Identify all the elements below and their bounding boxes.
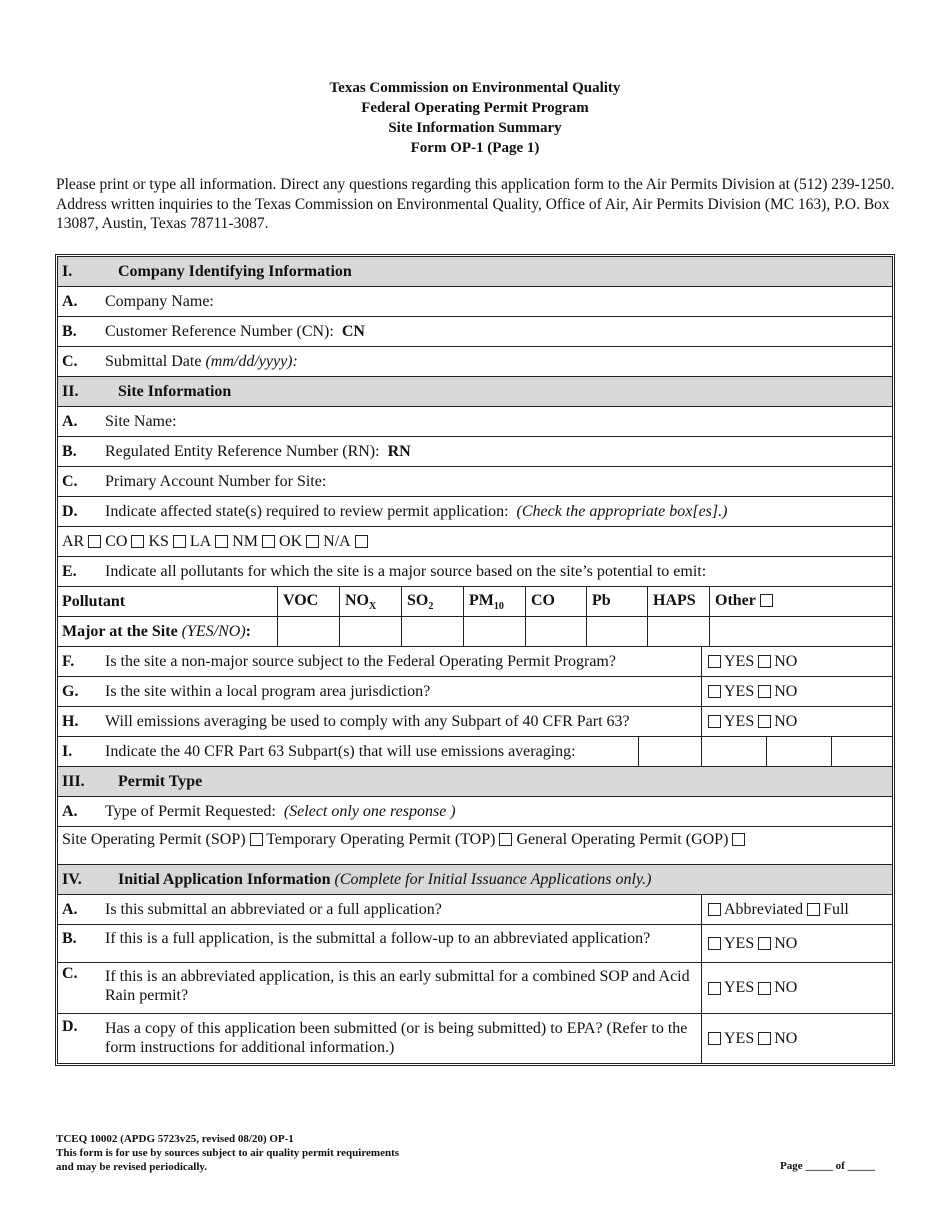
yes-checkbox[interactable] <box>708 937 721 950</box>
site-name-row[interactable] <box>58 407 892 437</box>
regulated-entity-row[interactable] <box>58 437 892 467</box>
site-name-label: Site Name: <box>105 412 177 430</box>
voc-header: VOC <box>277 587 339 616</box>
major-at-site-row <box>58 617 892 647</box>
yes-no-options: YES NO <box>701 677 892 706</box>
state-label: OK <box>279 532 303 550</box>
yes-checkbox[interactable] <box>708 982 721 995</box>
row-letter: C. <box>62 352 78 370</box>
no-checkbox[interactable] <box>758 655 771 668</box>
form-page-label: Form OP-1 (Page 1) <box>410 140 540 156</box>
abbreviated-checkbox[interactable] <box>708 903 721 916</box>
pollutants-row <box>58 557 892 587</box>
permit-type-row <box>58 797 892 827</box>
yes-checkbox[interactable] <box>708 1032 721 1045</box>
state-label: AR <box>62 532 85 550</box>
form-id: TCEQ 10002 (APDG 5723v25, revised 08/20) OP-1 <box>56 1133 294 1145</box>
state-checkbox-na[interactable] <box>355 535 368 548</box>
form-footer <box>56 1132 399 1174</box>
company-name-row[interactable] <box>58 287 892 317</box>
yes-checkbox[interactable] <box>708 655 721 668</box>
yes-no-options: YES NO <box>701 925 892 962</box>
state-label: CO <box>105 532 128 550</box>
row-letter: D. <box>62 502 78 520</box>
states-checkbox-row <box>58 527 892 557</box>
footer-note: and may be revised periodically. <box>56 1161 208 1173</box>
local-program-row <box>58 677 892 707</box>
company-name-label: Company Name: <box>105 292 214 310</box>
row-letter: A. <box>62 802 78 820</box>
subparts-label: Indicate the 40 CFR Part 63 Subpart(s) that will use emissions averaging: <box>105 742 576 760</box>
yes-no-options: YES NO <box>701 647 892 676</box>
affected-states-label: Indicate affected state(s) required to review permit application: (Check the appropriate box[es].) <box>105 502 728 520</box>
form-header <box>0 78 950 158</box>
non-major-row <box>58 647 892 677</box>
section-title: Permit Type <box>118 772 203 790</box>
customer-reference-label: Customer Reference Number (CN): CN <box>105 322 365 340</box>
section-title: Initial Application Information (Complete for Initial Issuance Applications only.) <box>118 870 652 888</box>
state-checkboxes <box>62 533 368 551</box>
other-checkbox[interactable] <box>760 594 773 607</box>
so2-header: $SO_2$ <box>401 587 463 616</box>
state-checkbox-la[interactable] <box>215 535 228 548</box>
section-title: Company Identifying Information <box>118 262 352 280</box>
state-checkbox-ok[interactable] <box>306 535 319 548</box>
voc-cell[interactable] <box>277 617 340 646</box>
other-cell[interactable] <box>709 617 892 646</box>
row-letter: E. <box>62 562 77 580</box>
row-letter: F. <box>62 652 75 670</box>
pb-header: Pb <box>586 587 647 616</box>
row-letter: C. <box>62 472 78 490</box>
section-3-header <box>58 767 892 797</box>
row-letter: A. <box>62 900 78 918</box>
state-checkbox-ar[interactable] <box>88 535 101 548</box>
agency-name: Texas Commission on Environmental Quality <box>329 80 621 96</box>
abbreviated-full-options: Abbreviated Full <box>701 895 892 924</box>
no-checkbox[interactable] <box>758 982 771 995</box>
section-number: I. <box>62 262 73 280</box>
subpart-cell[interactable] <box>638 737 702 766</box>
row-letter: A. <box>62 292 78 310</box>
top-checkbox[interactable] <box>499 833 512 846</box>
footer-note: This form is for use by sources subject to air quality permit requirements <box>56 1147 400 1159</box>
local-program-label: Is the site within a local program area jurisdiction? <box>105 682 431 700</box>
sop-checkbox[interactable] <box>250 833 263 846</box>
co-header: CO <box>525 587 586 616</box>
gop-checkbox[interactable] <box>732 833 745 846</box>
row-letter: D. <box>62 1018 78 1035</box>
sop-label: Site Operating Permit (SOP) <box>62 831 246 848</box>
epa-copy-row <box>58 1014 892 1063</box>
pollutant-header-row <box>58 587 892 617</box>
nox-cell[interactable] <box>339 617 402 646</box>
state-checkbox-co[interactable] <box>131 535 144 548</box>
pm10-cell[interactable] <box>463 617 526 646</box>
so2-cell[interactable] <box>401 617 464 646</box>
form-title: Site Information Summary <box>388 120 562 136</box>
application-type-row <box>58 895 892 925</box>
row-letter: B. <box>62 930 77 947</box>
section-number: III. <box>62 772 85 790</box>
gop-label: General Operating Permit (GOP) <box>516 831 729 848</box>
submittal-date-row[interactable] <box>58 347 892 377</box>
pb-cell[interactable] <box>586 617 648 646</box>
early-submittal-label: If this is an abbreviated application, is this an early submittal for a combined SOP and Acid Rain permit? <box>105 968 690 1004</box>
state-label: KS <box>148 532 169 550</box>
subpart-cell[interactable] <box>766 737 832 766</box>
page-number: Page _____ of _____ <box>780 1160 876 1172</box>
state-label: N/A <box>323 532 351 550</box>
full-checkbox[interactable] <box>807 903 820 916</box>
regulated-entity-label: Regulated Entity Reference Number (RN): RN <box>105 442 411 460</box>
row-letter: B. <box>62 322 77 340</box>
section-2-header <box>58 377 892 407</box>
state-checkbox-ks[interactable] <box>173 535 186 548</box>
section-title: Site Information <box>118 382 232 400</box>
subpart-cell[interactable] <box>831 737 892 766</box>
haps-header: HAPS <box>647 587 709 616</box>
permit-options-row <box>58 827 892 865</box>
pollutants-label: Indicate all pollutants for which the site is a major source based on the site’s potential to emit: <box>105 562 707 580</box>
row-letter: G. <box>62 682 79 700</box>
no-checkbox[interactable] <box>758 715 771 728</box>
row-letter: C. <box>62 965 78 982</box>
no-checkbox[interactable] <box>758 685 771 698</box>
follow-up-row <box>58 925 892 963</box>
account-number-label: Primary Account Number for Site: <box>105 472 327 490</box>
subparts-row <box>58 737 892 767</box>
top-label: Temporary Operating Permit (TOP) <box>266 831 496 848</box>
follow-up-label: If this is a full application, is the submittal a follow-up to an abbreviated application? <box>105 930 651 947</box>
haps-cell[interactable] <box>647 617 710 646</box>
section-1-header <box>58 257 892 287</box>
early-submittal-row <box>58 963 892 1014</box>
pm10-header: $PM_{10}$ <box>463 587 525 616</box>
yes-no-options: YES NO <box>701 707 892 736</box>
intro-text: Please print or type all information. Direct any questions regarding this application form to the Air Permits Division at (512) 239-1250. Address written inquiries to the Texas Commission on Environmental Quality, Office of Air, Air Permits Division (MC 163), P.O. Box 13087, Austin, Texas 78711-3087. <box>56 176 895 232</box>
permit-options <box>62 831 745 849</box>
nox-header: $NO_X$ <box>339 587 401 616</box>
emissions-averaging-label: Will emissions averaging be used to comply with any Subpart of 40 CFR Part 63? <box>105 712 630 730</box>
section-4-header <box>58 865 892 895</box>
application-type-label: Is this submittal an abbreviated or a full application? <box>105 900 442 918</box>
program-name: Federal Operating Permit Program <box>361 100 589 116</box>
submittal-date-label: Submittal Date (mm/dd/yyyy): <box>105 352 298 370</box>
section-number: IV. <box>62 870 82 888</box>
yes-checkbox[interactable] <box>708 715 721 728</box>
affected-states-row <box>58 497 892 527</box>
form-table <box>55 254 895 1066</box>
co-cell[interactable] <box>525 617 587 646</box>
row-letter: I. <box>62 742 73 760</box>
no-checkbox[interactable] <box>758 1032 771 1045</box>
customer-reference-row[interactable] <box>58 317 892 347</box>
other-header: Other <box>709 587 892 616</box>
major-at-site-label: Major at the Site (YES/NO): <box>62 622 251 640</box>
row-letter: H. <box>62 712 79 730</box>
non-major-label: Is the site a non-major source subject to the Federal Operating Permit Program? <box>105 652 616 670</box>
account-number-row[interactable] <box>58 467 892 497</box>
row-letter: B. <box>62 442 77 460</box>
row-letter: A. <box>62 412 78 430</box>
yes-no-options: YES NO <box>701 1014 892 1063</box>
state-label: NM <box>232 532 259 550</box>
subpart-cell[interactable] <box>701 737 767 766</box>
permit-type-label: Type of Permit Requested: (Select only one response ) <box>105 802 456 820</box>
state-label: LA <box>189 532 212 550</box>
yes-no-options: YES NO <box>701 963 892 1013</box>
no-checkbox[interactable] <box>758 937 771 950</box>
pollutant-header: Pollutant <box>62 592 126 610</box>
state-checkbox-nm[interactable] <box>262 535 275 548</box>
emissions-averaging-row <box>58 707 892 737</box>
section-number: II. <box>62 382 79 400</box>
epa-copy-label: Has a copy of this application been submitted (or is being submitted) to EPA? (Refer to the form instructions for additional information.) <box>105 1020 688 1056</box>
yes-checkbox[interactable] <box>708 685 721 698</box>
